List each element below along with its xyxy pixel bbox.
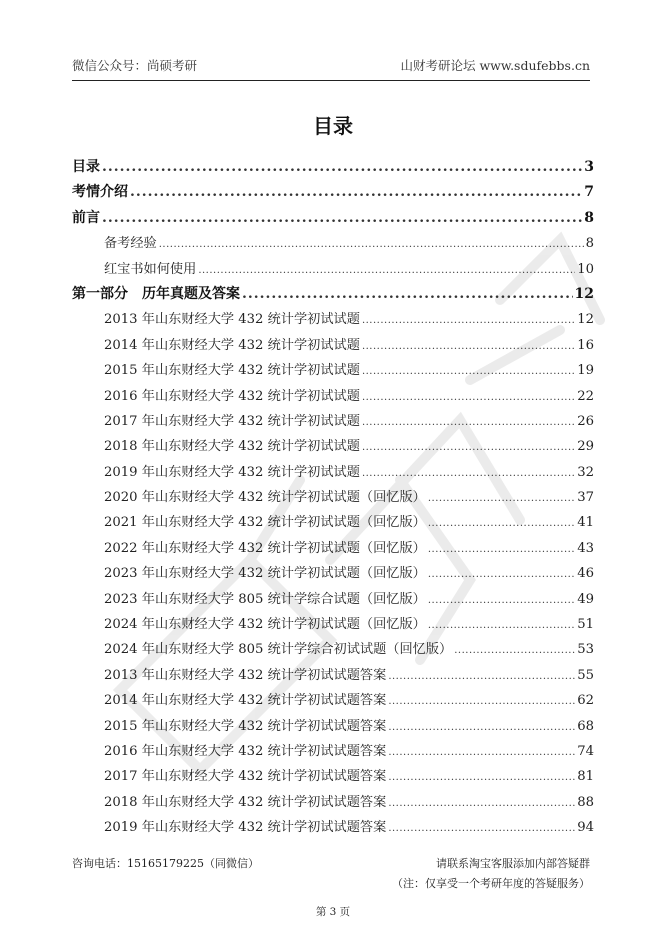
footer-contact-note: 请联系淘宝客服添加内部答疑群 xyxy=(436,857,590,870)
toc-entry-title: 考情介绍 xyxy=(72,184,128,201)
toc-dot-leader xyxy=(388,689,575,714)
toc-entry[interactable] xyxy=(72,714,594,739)
toc-dot-leader xyxy=(159,232,584,257)
toc-entry[interactable] xyxy=(72,231,594,256)
toc-entry-page: 88 xyxy=(577,794,594,810)
toc-entry-title: 红宝书如何使用 xyxy=(104,261,197,277)
toc-entry-page: 46 xyxy=(577,566,594,582)
toc-entry[interactable] xyxy=(72,663,594,688)
toc-entry[interactable] xyxy=(72,485,594,510)
toc-dot-leader xyxy=(428,562,575,587)
toc-entry-title: 2023 年山东财经大学 805 统计学综合试题（回忆版） xyxy=(104,591,426,607)
toc-entry-page: 16 xyxy=(577,337,594,353)
toc-dot-leader xyxy=(388,791,575,816)
toc-dot-leader xyxy=(388,664,575,689)
toc-entry[interactable] xyxy=(72,815,594,840)
toc-entry-page: 7 xyxy=(584,184,594,201)
toc-entry-title: 2014 年山东财经大学 432 统计学初试试题 xyxy=(104,337,360,353)
toc-entry-title: 2017 年山东财经大学 432 统计学初试试题 xyxy=(104,413,360,429)
toc-dot-leader xyxy=(388,816,575,841)
toc-entry-title: 2024 年山东财经大学 805 统计学综合初试试题（回忆版） xyxy=(104,642,453,658)
toc-dot-leader xyxy=(454,638,575,663)
toc-entry[interactable] xyxy=(72,180,594,205)
toc-entry[interactable] xyxy=(72,790,594,815)
toc-entry-title: 2015 年山东财经大学 432 统计学初试试题 xyxy=(104,363,360,379)
toc-dot-leader xyxy=(428,486,575,511)
toc-entry[interactable] xyxy=(72,561,594,586)
toc-entry[interactable] xyxy=(72,257,594,282)
table-of-contents xyxy=(72,155,594,841)
toc-entry-title: 2017 年山东财经大学 432 统计学初试试题答案 xyxy=(104,769,387,785)
toc-entry-title: 2019 年山东财经大学 432 统计学初试试题 xyxy=(104,464,360,480)
toc-entry-title: 2019 年山东财经大学 432 统计学初试试题答案 xyxy=(104,820,387,836)
toc-entry-page: 51 xyxy=(577,617,594,633)
toc-entry-page: 12 xyxy=(574,285,594,302)
toc-entry-page: 22 xyxy=(577,388,594,404)
toc-entry-title: 2020 年山东财经大学 432 统计学初试试题（回忆版） xyxy=(104,490,426,506)
toc-entry-title: 2018 年山东财经大学 432 统计学初试试题 xyxy=(104,439,360,455)
toc-entry[interactable] xyxy=(72,384,594,409)
page-header xyxy=(72,54,590,81)
toc-entry[interactable] xyxy=(72,510,594,535)
toc-dot-leader xyxy=(362,308,575,333)
toc-dot-leader xyxy=(362,359,575,384)
footer-service-note: （注：仅享受一个考研年度的答疑服务） xyxy=(392,877,590,890)
toc-entry-page: 41 xyxy=(577,515,594,531)
toc-dot-leader xyxy=(362,461,575,486)
toc-dot-leader xyxy=(388,715,575,740)
toc-entry[interactable] xyxy=(72,333,594,358)
toc-entry-page: 3 xyxy=(584,159,594,175)
toc-entry-title: 前言 xyxy=(72,209,100,226)
toc-entry-page: 55 xyxy=(577,667,594,683)
toc-entry-page: 49 xyxy=(577,591,594,607)
toc-entry[interactable] xyxy=(72,460,594,485)
toc-entry[interactable] xyxy=(72,612,594,637)
toc-entry[interactable] xyxy=(72,536,594,561)
toc-entry-page: 8 xyxy=(584,209,594,226)
toc-dot-leader xyxy=(242,282,573,307)
toc-entry-title: 2016 年山东财经大学 432 统计学初试试题 xyxy=(104,388,360,404)
toc-dot-leader xyxy=(102,155,582,180)
toc-entry[interactable] xyxy=(72,764,594,789)
toc-entry-title: 目录 xyxy=(72,159,100,175)
toc-entry-page: 43 xyxy=(577,540,594,556)
toc-title: 目录 xyxy=(313,114,353,138)
toc-entry-title: 备考经验 xyxy=(104,236,157,252)
toc-entry-title: 2015 年山东财经大学 432 统计学初试试题答案 xyxy=(104,718,387,734)
toc-dot-leader xyxy=(362,435,575,460)
toc-dot-leader xyxy=(362,385,575,410)
toc-dot-leader xyxy=(362,334,575,359)
toc-entry[interactable] xyxy=(72,282,594,307)
toc-dot-leader xyxy=(362,410,575,435)
toc-dot-leader xyxy=(102,206,582,231)
toc-entry-page: 12 xyxy=(577,312,594,328)
toc-entry-title: 2018 年山东财经大学 432 统计学初试试题答案 xyxy=(104,794,387,810)
header-forum-site: 山财考研论坛 www.sdufebbs.cn xyxy=(400,58,590,73)
toc-entry-page: 74 xyxy=(577,743,594,759)
toc-entry[interactable] xyxy=(72,409,594,434)
toc-entry[interactable] xyxy=(72,688,594,713)
toc-entry-title: 第一部分 历年真题及答案 xyxy=(72,285,240,302)
header-wechat-account: 微信公众号：尚硕考研 xyxy=(72,58,198,73)
toc-entry-title: 2023 年山东财经大学 432 统计学初试试题（回忆版） xyxy=(104,566,426,582)
toc-dot-leader xyxy=(428,588,575,613)
toc-entry-page: 81 xyxy=(577,769,594,785)
toc-dot-leader xyxy=(130,180,582,205)
toc-entry[interactable] xyxy=(72,155,594,180)
toc-entry[interactable] xyxy=(72,739,594,764)
toc-entry-page: 8 xyxy=(585,236,594,252)
toc-dot-leader xyxy=(428,613,575,638)
toc-dot-leader xyxy=(198,258,575,283)
toc-entry-page: 53 xyxy=(577,642,594,658)
toc-entry[interactable] xyxy=(72,637,594,662)
toc-dot-leader xyxy=(388,765,575,790)
toc-entry-page: 94 xyxy=(577,820,594,836)
toc-entry-page: 26 xyxy=(577,413,594,429)
toc-entry-title: 2016 年山东财经大学 432 统计学初试试题答案 xyxy=(104,743,387,759)
toc-entry-title: 2022 年山东财经大学 432 统计学初试试题（回忆版） xyxy=(104,540,426,556)
toc-entry-page: 37 xyxy=(577,490,594,506)
toc-entry[interactable] xyxy=(72,587,594,612)
toc-entry-page: 10 xyxy=(577,261,594,277)
toc-entry[interactable] xyxy=(72,307,594,332)
page-number: 第 3 页 xyxy=(315,906,351,918)
toc-entry-title: 2013 年山东财经大学 432 统计学初试试题答案 xyxy=(104,667,387,683)
toc-entry-title: 2014 年山东财经大学 432 统计学初试试题答案 xyxy=(104,693,387,709)
toc-entry[interactable] xyxy=(72,206,594,231)
toc-entry-page: 62 xyxy=(577,693,594,709)
toc-entry-page: 32 xyxy=(577,464,594,480)
toc-dot-leader xyxy=(428,537,575,562)
toc-entry-page: 29 xyxy=(577,439,594,455)
toc-entry-page: 19 xyxy=(577,363,594,379)
toc-entry-page: 68 xyxy=(577,718,594,734)
toc-entry[interactable] xyxy=(72,434,594,459)
toc-entry[interactable] xyxy=(72,358,594,383)
toc-entry-title: 2021 年山东财经大学 432 统计学初试试题（回忆版） xyxy=(104,515,426,531)
toc-entry-title: 2024 年山东财经大学 432 统计学初试试题（回忆版） xyxy=(104,617,426,633)
toc-entry-title: 2013 年山东财经大学 432 统计学初试试题 xyxy=(104,312,360,328)
toc-dot-leader xyxy=(428,511,575,536)
footer-phone: 咨询电话：15165179225（同微信） xyxy=(72,857,259,870)
toc-dot-leader xyxy=(388,740,575,765)
